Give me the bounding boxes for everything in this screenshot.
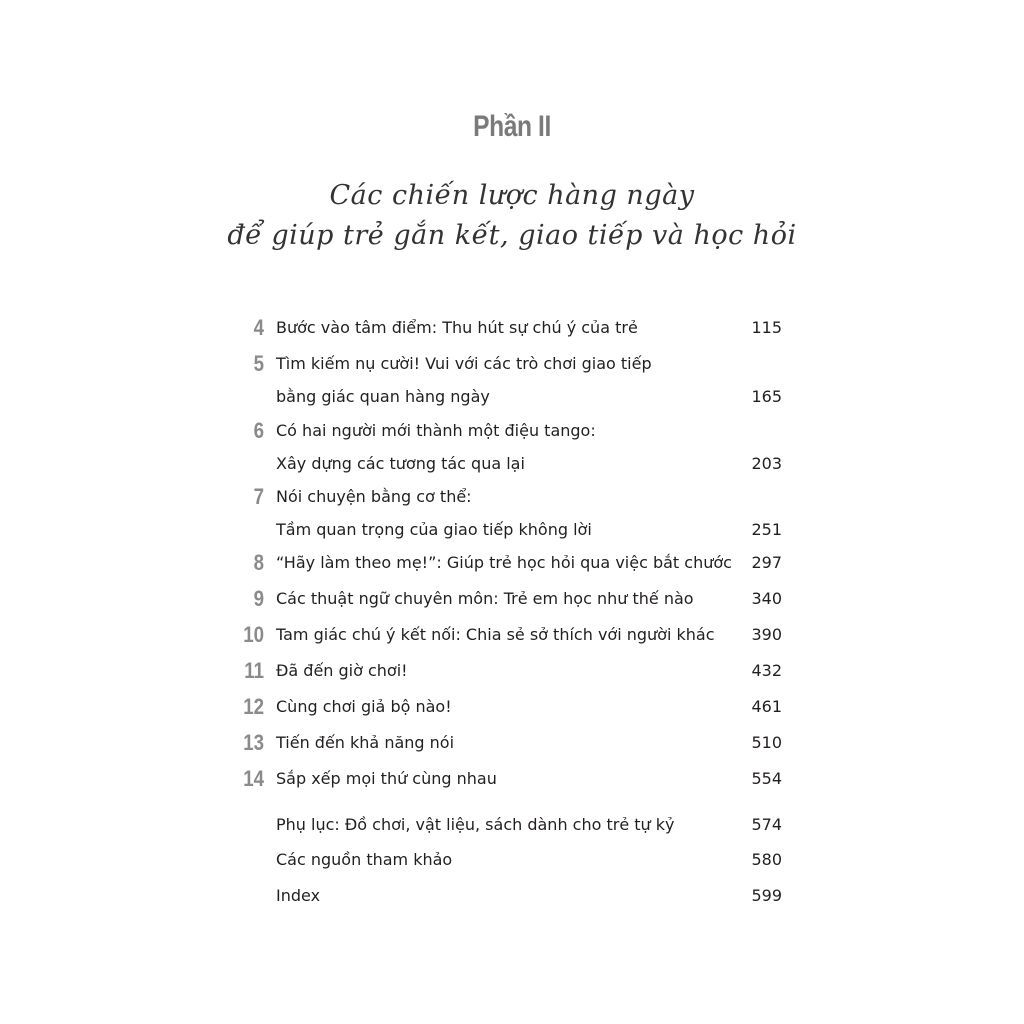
chapter-title: Các nguồn tham khảo xyxy=(276,850,453,869)
chapter-number: 6 xyxy=(253,418,264,443)
toc-entry-line xyxy=(230,382,790,412)
toc-entry-line xyxy=(230,416,790,446)
toc-entry-line xyxy=(230,810,790,840)
toc-entry-line xyxy=(230,548,790,578)
page-number: 115 xyxy=(751,318,782,337)
page-number: 461 xyxy=(751,697,782,716)
chapter-title: bằng giác quan hàng ngày xyxy=(276,387,490,406)
toc-entry-line xyxy=(230,313,790,343)
subtitle-line-2: để giúp trẻ gắn kết, giao tiếp và học hỏi xyxy=(227,220,797,251)
page-number: 574 xyxy=(751,815,782,834)
toc-entry-line xyxy=(230,349,790,379)
chapter-title: Nói chuyện bằng cơ thể: xyxy=(276,487,472,506)
chapter-number: 7 xyxy=(253,484,264,509)
chapter-title: “Hãy làm theo mẹ!”: Giúp trẻ học hỏi qua việc bắt chước xyxy=(276,553,732,572)
part-title: Phần II xyxy=(473,110,551,143)
chapter-title: Sắp xếp mọi thứ cùng nhau xyxy=(276,769,497,788)
chapter-title: Tam giác chú ý kết nối: Chia sẻ sở thích với người khác xyxy=(276,625,715,644)
chapter-number: 4 xyxy=(253,315,264,340)
chapter-number: 8 xyxy=(253,550,264,575)
chapter-number: 5 xyxy=(253,351,264,376)
page-number: 390 xyxy=(751,625,782,644)
subtitle-line-1: Các chiến lược hàng ngày xyxy=(329,180,695,211)
chapter-number: 9 xyxy=(253,586,264,611)
toc-entry-line xyxy=(230,449,790,479)
toc-entry-line xyxy=(230,764,790,794)
page-number: 297 xyxy=(751,553,782,572)
toc-entry-line xyxy=(230,656,790,686)
chapter-title: Phụ lục: Đồ chơi, vật liệu, sách dành cho trẻ tự kỷ xyxy=(276,815,675,834)
chapter-number: 12 xyxy=(243,694,264,719)
chapter-number: 11 xyxy=(244,658,264,683)
toc-entry-line xyxy=(230,881,790,911)
page-number: 580 xyxy=(751,850,782,869)
chapter-title: Tiến đến khả năng nói xyxy=(276,733,455,752)
toc-entry-line xyxy=(230,728,790,758)
chapter-title: Xây dựng các tương tác qua lại xyxy=(276,454,525,473)
chapter-title: Các thuật ngữ chuyên môn: Trẻ em học như thế nào xyxy=(276,589,694,608)
page-number: 432 xyxy=(751,661,782,680)
chapter-title: Đã đến giờ chơi! xyxy=(276,661,408,680)
chapter-title: Index xyxy=(276,886,321,905)
chapter-title: Tìm kiếm nụ cười! Vui với các trò chơi giao tiếp xyxy=(276,354,652,373)
toc-entry-line xyxy=(230,515,790,545)
page-number: 165 xyxy=(751,387,782,406)
chapter-title: Tầm quan trọng của giao tiếp không lời xyxy=(276,520,592,539)
toc-entry-line xyxy=(230,584,790,614)
page-number: 251 xyxy=(751,520,782,539)
page-number: 510 xyxy=(751,733,782,752)
chapter-title: Bước vào tâm điểm: Thu hút sự chú ý của trẻ xyxy=(276,318,638,337)
chapter-number: 14 xyxy=(243,766,264,791)
page-number: 340 xyxy=(751,589,782,608)
toc-entry-line xyxy=(230,692,790,722)
chapter-title: Cùng chơi giả bộ nào! xyxy=(276,697,452,716)
chapter-title: Có hai người mới thành một điệu tango: xyxy=(276,421,596,440)
page-number: 554 xyxy=(751,769,782,788)
toc-entry-line xyxy=(230,620,790,650)
chapter-number: 13 xyxy=(243,730,264,755)
chapter-number: 10 xyxy=(243,622,264,647)
page-number: 203 xyxy=(751,454,782,473)
page-number: 599 xyxy=(751,886,782,905)
toc-entry-line xyxy=(230,845,790,875)
toc-entry-line xyxy=(230,482,790,512)
